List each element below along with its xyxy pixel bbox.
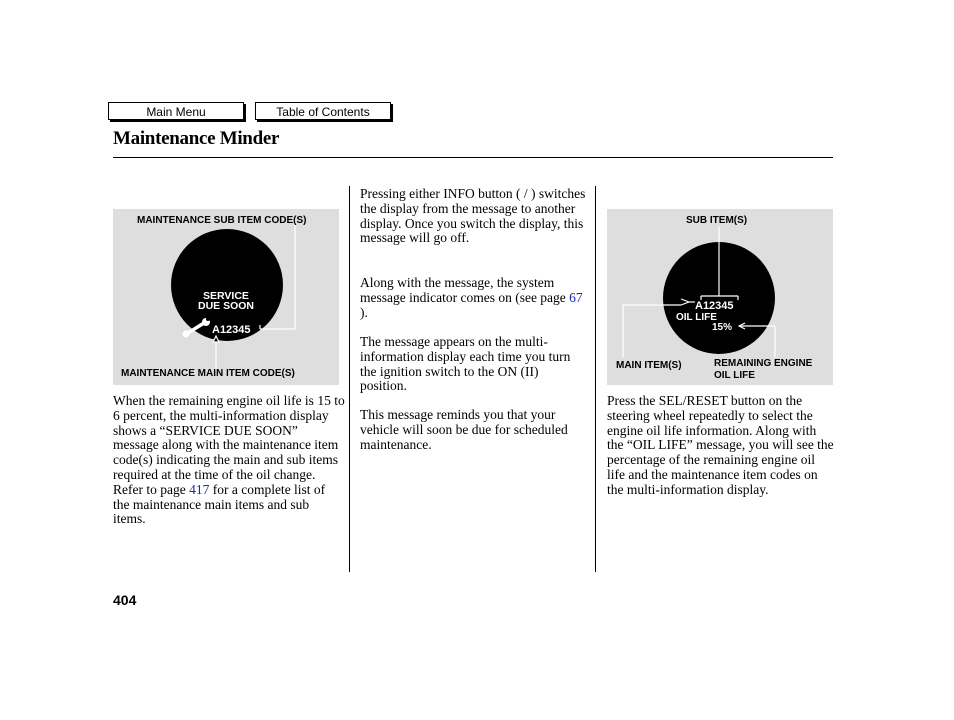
col2-p2-text-a: Along with the message, the system message indicator comes on (see page [360, 275, 570, 305]
sub-items-label: SUB ITEM(S) [686, 215, 748, 226]
remaining-oil-life-label-line2: OIL LIFE [714, 370, 755, 381]
service-due-soon-display-diagram [113, 209, 339, 385]
display-oil-life: OIL LIFE [676, 312, 717, 323]
col2-paragraph-3: The message appears on the multi-information display each time you turn the ignition switch to the ON (II) position. [360, 334, 571, 394]
display-code: A12345 [212, 324, 251, 336]
remaining-oil-life-label-line1: REMAINING ENGINE [714, 358, 813, 369]
display-line2: DUE SOON [197, 300, 255, 312]
main-items-label: MAIN ITEM(S) [616, 360, 682, 371]
display-code: A12345 [695, 300, 734, 312]
table-of-contents-button[interactable]: Table of Contents [255, 102, 391, 120]
display-line1: SERVICE [203, 290, 249, 302]
page-number: 404 [113, 592, 137, 608]
oil-life-figure [607, 209, 833, 385]
page-417-link[interactable]: 417 [189, 481, 210, 497]
sub-item-code-label: MAINTENANCE SUB ITEM CODE(S) [137, 215, 307, 226]
page-67-link[interactable]: 67 [569, 289, 583, 305]
column-divider-left [349, 186, 350, 572]
display-percent: 15% [712, 322, 733, 333]
col2-paragraph-4: This message reminds you that your vehicle will soon be due for scheduled maintenance. [360, 407, 568, 452]
title-divider [113, 157, 833, 158]
column-divider-right [595, 186, 596, 572]
col1-text-a: When the remaining engine oil life is 15 to 6 percent, the multi-information display shows a “SERVICE DUE SOON” message along with the maintenance item code(s) indicating the main and sub items required at the time of the oil change. Refer to page [113, 393, 345, 497]
col1-text-b: for a complete list of the maintenance main items and sub items. [113, 481, 326, 527]
service-due-soon-figure [113, 209, 339, 385]
main-item-leader [213, 336, 219, 372]
col1-paragraph [113, 394, 345, 527]
col3-paragraph: Press the SEL/RESET button on the steering wheel repeatedly to select the engine oil life information. Along with the “OIL LIFE” message, you will see the percentage of the remaining engine oil life and the maintenance item codes on the multi-information display. [607, 393, 834, 497]
col2-paragraph-1: Pressing either INFO button ( / ) switches the display from the message to another display. Once you switch the display, this message will go off. [360, 186, 586, 246]
main-menu-button[interactable]: Main Menu [108, 102, 244, 120]
page-title: Maintenance Minder [113, 128, 280, 149]
main-item-code-label: MAINTENANCE MAIN ITEM CODE(S) [121, 368, 295, 379]
col2-p2-text-b: ). [360, 304, 368, 320]
col2-paragraph-2 [360, 276, 588, 320]
